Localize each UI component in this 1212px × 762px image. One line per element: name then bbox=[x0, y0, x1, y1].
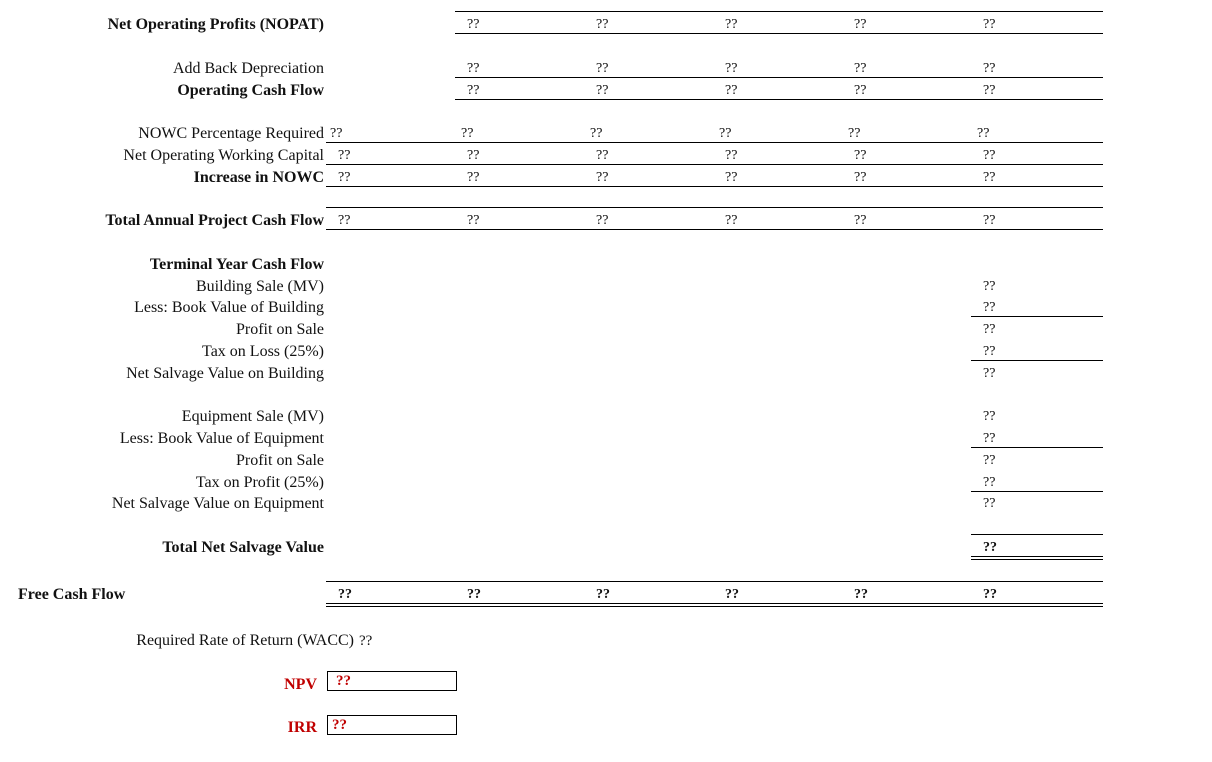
building-sale-label: Building Sale (MV) bbox=[196, 278, 324, 295]
less-bv-building-label: Less: Book Value of Building bbox=[134, 299, 324, 316]
npv-label: NPV bbox=[284, 676, 317, 693]
cell-fcf-y0[interactable]: ?? bbox=[338, 587, 352, 602]
cell-total-y5[interactable]: ?? bbox=[983, 213, 996, 228]
increase-in-nowc-label: Increase in NOWC bbox=[193, 169, 324, 186]
cell-equipment-sale[interactable]: ?? bbox=[983, 409, 996, 424]
rule bbox=[455, 11, 1103, 12]
add-back-depreciation-label: Add Back Depreciation bbox=[172, 60, 324, 77]
cell-total-y1[interactable]: ?? bbox=[467, 213, 480, 228]
free-cash-flow-label: Free Cash Flow bbox=[18, 586, 126, 603]
cell-dep-y3[interactable]: ?? bbox=[725, 61, 738, 76]
profit-on-sale-building-label: Profit on Sale bbox=[236, 321, 324, 338]
cell-nowcpct-y5[interactable]: ?? bbox=[977, 126, 990, 141]
cell-nopat-y1[interactable]: ?? bbox=[467, 17, 480, 32]
cell-tax-building[interactable]: ?? bbox=[983, 344, 996, 359]
cell-nowcpct-y0[interactable]: ?? bbox=[330, 126, 343, 141]
rule bbox=[971, 534, 1103, 535]
rule bbox=[455, 77, 1103, 78]
irr-value: ?? bbox=[332, 717, 347, 733]
cell-tax-equipment[interactable]: ?? bbox=[983, 475, 996, 490]
cell-nowc-y4[interactable]: ?? bbox=[854, 148, 867, 163]
cell-total-y3[interactable]: ?? bbox=[725, 213, 738, 228]
cell-ocf-y4[interactable]: ?? bbox=[854, 83, 867, 98]
cell-ocf-y3[interactable]: ?? bbox=[725, 83, 738, 98]
cell-nowcpct-y2[interactable]: ?? bbox=[590, 126, 603, 141]
double-rule bbox=[971, 556, 1103, 560]
cell-dep-y4[interactable]: ?? bbox=[854, 61, 867, 76]
net-salvage-equipment-label: Net Salvage Value on Equipment bbox=[111, 495, 324, 512]
rule bbox=[971, 316, 1103, 317]
cell-nowc-y2[interactable]: ?? bbox=[596, 148, 609, 163]
rule bbox=[971, 447, 1103, 448]
nowc-label: Net Operating Working Capital bbox=[123, 147, 324, 164]
cell-total-y0[interactable]: ?? bbox=[338, 213, 351, 228]
cell-dep-y5[interactable]: ?? bbox=[983, 61, 996, 76]
rule bbox=[455, 33, 1103, 34]
cell-ocf-y2[interactable]: ?? bbox=[596, 83, 609, 98]
cell-nowcpct-y3[interactable]: ?? bbox=[719, 126, 732, 141]
cell-net-salvage-building[interactable]: ?? bbox=[983, 366, 996, 381]
cell-wacc[interactable]: ?? bbox=[359, 633, 373, 649]
total-annual-cash-flow-label: Total Annual Project Cash Flow bbox=[105, 212, 324, 229]
cell-total-y2[interactable]: ?? bbox=[596, 213, 609, 228]
cell-profit-building[interactable]: ?? bbox=[983, 322, 996, 337]
profit-on-sale-equipment-label: Profit on Sale bbox=[236, 452, 324, 469]
double-rule bbox=[326, 603, 1103, 607]
cell-fcf-y4[interactable]: ?? bbox=[854, 587, 868, 602]
cell-less-bv-building[interactable]: ?? bbox=[983, 300, 996, 315]
npv-value: ?? bbox=[336, 673, 351, 689]
cell-nopat-y5[interactable]: ?? bbox=[983, 17, 996, 32]
wacc-label: Required Rate of Return (WACC) bbox=[136, 632, 354, 649]
cell-dep-y1[interactable]: ?? bbox=[467, 61, 480, 76]
cell-incnowc-y2[interactable]: ?? bbox=[596, 170, 609, 185]
less-bv-equipment-label: Less: Book Value of Equipment bbox=[119, 430, 324, 447]
total-net-salvage-label: Total Net Salvage Value bbox=[162, 539, 324, 556]
cell-dep-y2[interactable]: ?? bbox=[596, 61, 609, 76]
cell-fcf-y1[interactable]: ?? bbox=[467, 587, 481, 602]
cell-ocf-y1[interactable]: ?? bbox=[467, 83, 480, 98]
cell-fcf-y5[interactable]: ?? bbox=[983, 587, 997, 602]
irr-label: IRR bbox=[287, 719, 317, 736]
equipment-sale-label: Equipment Sale (MV) bbox=[181, 408, 324, 425]
cell-building-sale[interactable]: ?? bbox=[983, 279, 996, 294]
irr-box[interactable] bbox=[327, 715, 457, 735]
cell-fcf-y2[interactable]: ?? bbox=[596, 587, 610, 602]
npv-box[interactable] bbox=[327, 671, 457, 691]
cell-nowcpct-y4[interactable]: ?? bbox=[848, 126, 861, 141]
cell-less-bv-equipment[interactable]: ?? bbox=[983, 431, 996, 446]
rule bbox=[455, 99, 1103, 100]
operating-cash-flow-label: Operating Cash Flow bbox=[177, 82, 324, 99]
terminal-year-header: Terminal Year Cash Flow bbox=[149, 256, 324, 273]
cell-ocf-y5[interactable]: ?? bbox=[983, 83, 996, 98]
cell-nowc-y5[interactable]: ?? bbox=[983, 148, 996, 163]
cell-incnowc-y4[interactable]: ?? bbox=[854, 170, 867, 185]
nowc-percentage-label: NOWC Percentage Required bbox=[138, 125, 324, 142]
tax-on-profit-label: Tax on Profit (25%) bbox=[195, 474, 324, 491]
cell-nowc-y0[interactable]: ?? bbox=[338, 148, 351, 163]
tax-on-loss-label: Tax on Loss (25%) bbox=[202, 343, 324, 360]
cell-incnowc-y5[interactable]: ?? bbox=[983, 170, 996, 185]
cell-nopat-y3[interactable]: ?? bbox=[725, 17, 738, 32]
cell-total-y4[interactable]: ?? bbox=[854, 213, 867, 228]
cell-nopat-y2[interactable]: ?? bbox=[596, 17, 609, 32]
net-salvage-building-label: Net Salvage Value on Building bbox=[126, 365, 324, 382]
cell-fcf-y3[interactable]: ?? bbox=[725, 587, 739, 602]
cell-incnowc-y0[interactable]: ?? bbox=[338, 170, 351, 185]
rule bbox=[326, 207, 1103, 208]
cell-nowc-y1[interactable]: ?? bbox=[467, 148, 480, 163]
rule bbox=[971, 491, 1103, 492]
rule bbox=[971, 360, 1103, 361]
cell-nowc-y3[interactable]: ?? bbox=[725, 148, 738, 163]
cell-profit-equipment[interactable]: ?? bbox=[983, 453, 996, 468]
cell-incnowc-y1[interactable]: ?? bbox=[467, 170, 480, 185]
cell-nopat-y4[interactable]: ?? bbox=[854, 17, 867, 32]
cell-total-net-salvage[interactable]: ?? bbox=[983, 540, 997, 555]
cell-net-salvage-equipment[interactable]: ?? bbox=[983, 496, 996, 511]
cell-incnowc-y3[interactable]: ?? bbox=[725, 170, 738, 185]
cell-nowcpct-y1[interactable]: ?? bbox=[461, 126, 474, 141]
rule bbox=[326, 581, 1103, 582]
nopat-label: Net Operating Profits (NOPAT) bbox=[107, 16, 324, 33]
